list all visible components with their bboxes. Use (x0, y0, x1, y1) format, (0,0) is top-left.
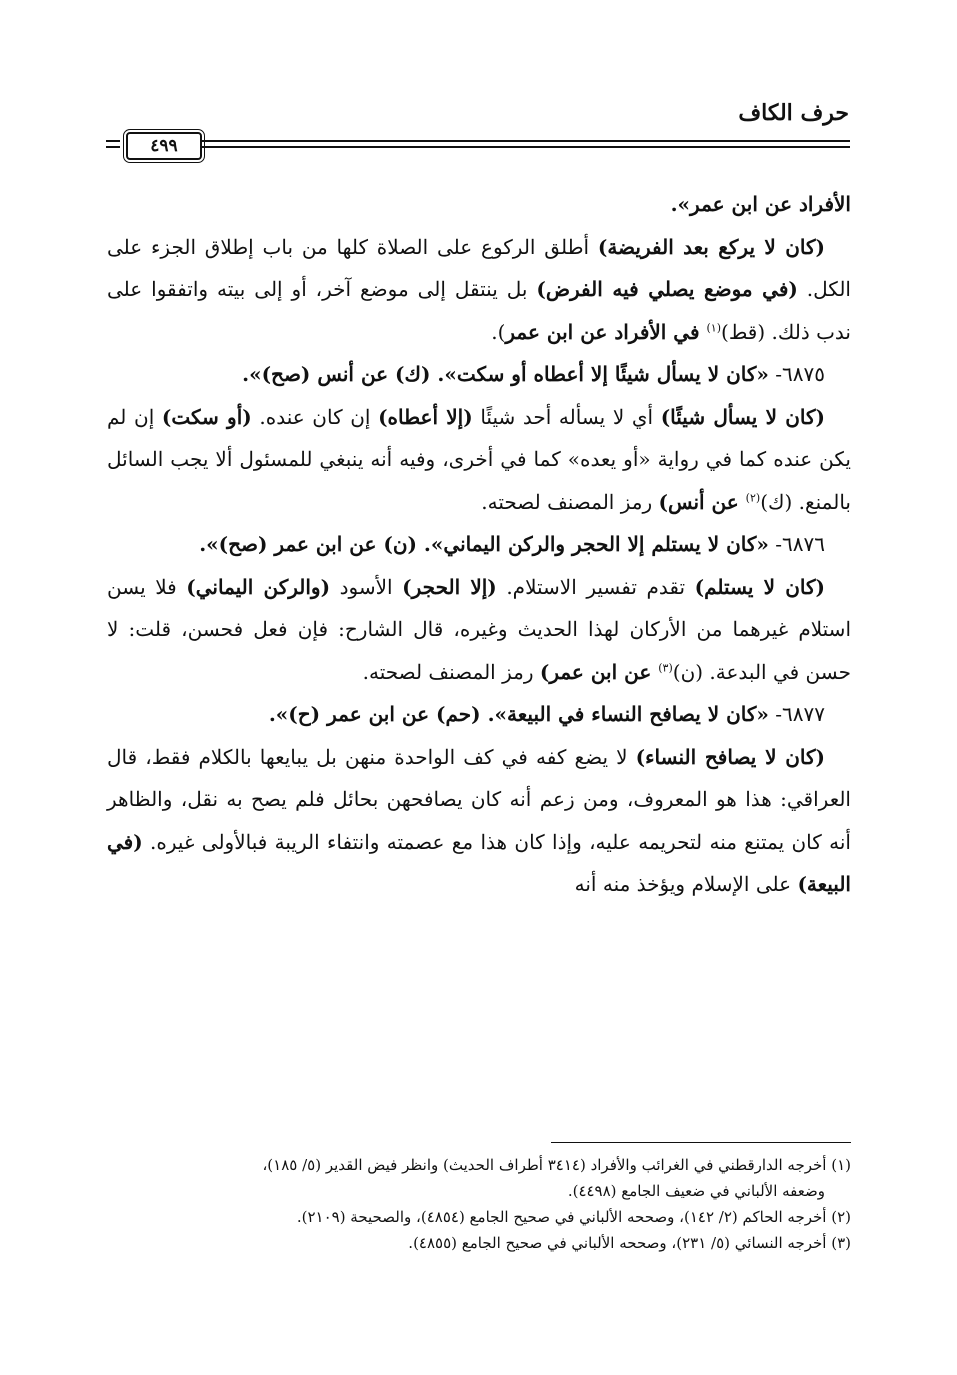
footnote-ref-3[interactable]: (٣) (658, 660, 673, 674)
footnotes (107, 1152, 851, 1256)
header-rule-line (202, 140, 850, 148)
hadith-6875: ٦٨٧٥- «كان لا يسأل شيئًا إلا أعطاه أو سكت». (ك) عن أنس (صح)». (242, 362, 825, 386)
footnote-ref-2[interactable]: (٢) (745, 490, 761, 504)
paragraph-commentary-6877: (كان لا يصافح النساء) لا يضع كفه في كف الواحدة منهن بل يبايعها بالكلام فقط، قال العراقي: هذا هو المعروف، ومن زعم أنه كان يصافحهن بحائل فلم يصح به نقل، والظاهر أنه كان يمتنع منه لتحريمه عليه، وإذا كان هذا مع عصمته وانتفاء الريبة فبالأولى غيره. (في البيعة) على الإسلام ويؤخذ منه أنه (107, 744, 851, 896)
header-rule (106, 132, 850, 158)
footnote-ref-1[interactable]: (١) (706, 320, 722, 334)
paragraph-commentary-6876: (كان لا يستلم) تقدم تفسير الاستلام. (إلا الحجر) الأسود (والركن اليماني) فلا يسن استلام غيرهما من الأركان لهذا الحديث وغيره، قال الشارح: فإن فعل فحسن، قلت: لا حسن في البدعة. (ن)$^{(٣)}$ عن ابن عمر) رمز المصنف لصحته. (107, 574, 852, 684)
hadith-6877: ٦٨٧٧- «كان لا يصافح النساء في البيعة». (حم) عن ابن عمر (ح)». (268, 702, 825, 726)
footnote-1-continuation: وضعفه الألباني في ضعيف الجامع (٤٤٩٨). (567, 1182, 825, 1200)
footnote-3: (٣) أخرجه النسائي (٥/ ٢٣١)، وصححه الألباني في صحيح الجامع (٤٨٥٥). (408, 1234, 851, 1252)
chapter-title: حرف الكاف (738, 100, 849, 126)
page-number: ٤٩٩ (126, 132, 202, 160)
footnote-1: (١) أخرجه الدارقطني في الغرائب والأفراد (٣٤١٤ أطراف الحديث) وانظر فيض القدير (٥/ ١٨٥)، (262, 1156, 851, 1174)
footnote-2: (٢) أخرجه الحاكم (٢/ ١٤٢)، وصححه الألباني في صحيح الجامع (٤٨٥٤)، والصحيحة (٢١٠٩). (296, 1208, 851, 1226)
main-text (107, 183, 851, 906)
footnote-separator (551, 1142, 851, 1143)
paragraph-continuation: الأفراد عن ابن عمر». (670, 192, 851, 216)
paragraph-commentary-6874: (كان لا يركع بعد الفريضة) أطلق الركوع على الصلاة كلها من باب إطلاق الجزء على الكل. (في موضع يصلي فيه الفرض) بل ينتقل إلى موضع آخر، أو إلى بيته واتفقوا على ندب ذلك. (قط)$^{(١)}$ في الأفراد عن ابن عمر). (107, 234, 851, 344)
paragraph-commentary-6875: (كان لا يسأل شيئًا) أي لا يسأله أحد شيئًا (إلا أعطاه) إن كان عنده. (أو سكت) إن لم يكن عنده كما في رواية «أو يعده» كما في أخرى، وفيه أنه ينبغي للمسئول ألا يجب السائل بالمنع. (ك)$^{(٢)}$ عن أنس) رمز المصنف لصحته. (107, 404, 851, 514)
header-rule-stub (106, 140, 120, 148)
hadith-6876: ٦٨٧٦- «كان لا يستلم إلا الحجر والركن اليماني». (ن) عن ابن عمر (صح)». (199, 532, 825, 556)
